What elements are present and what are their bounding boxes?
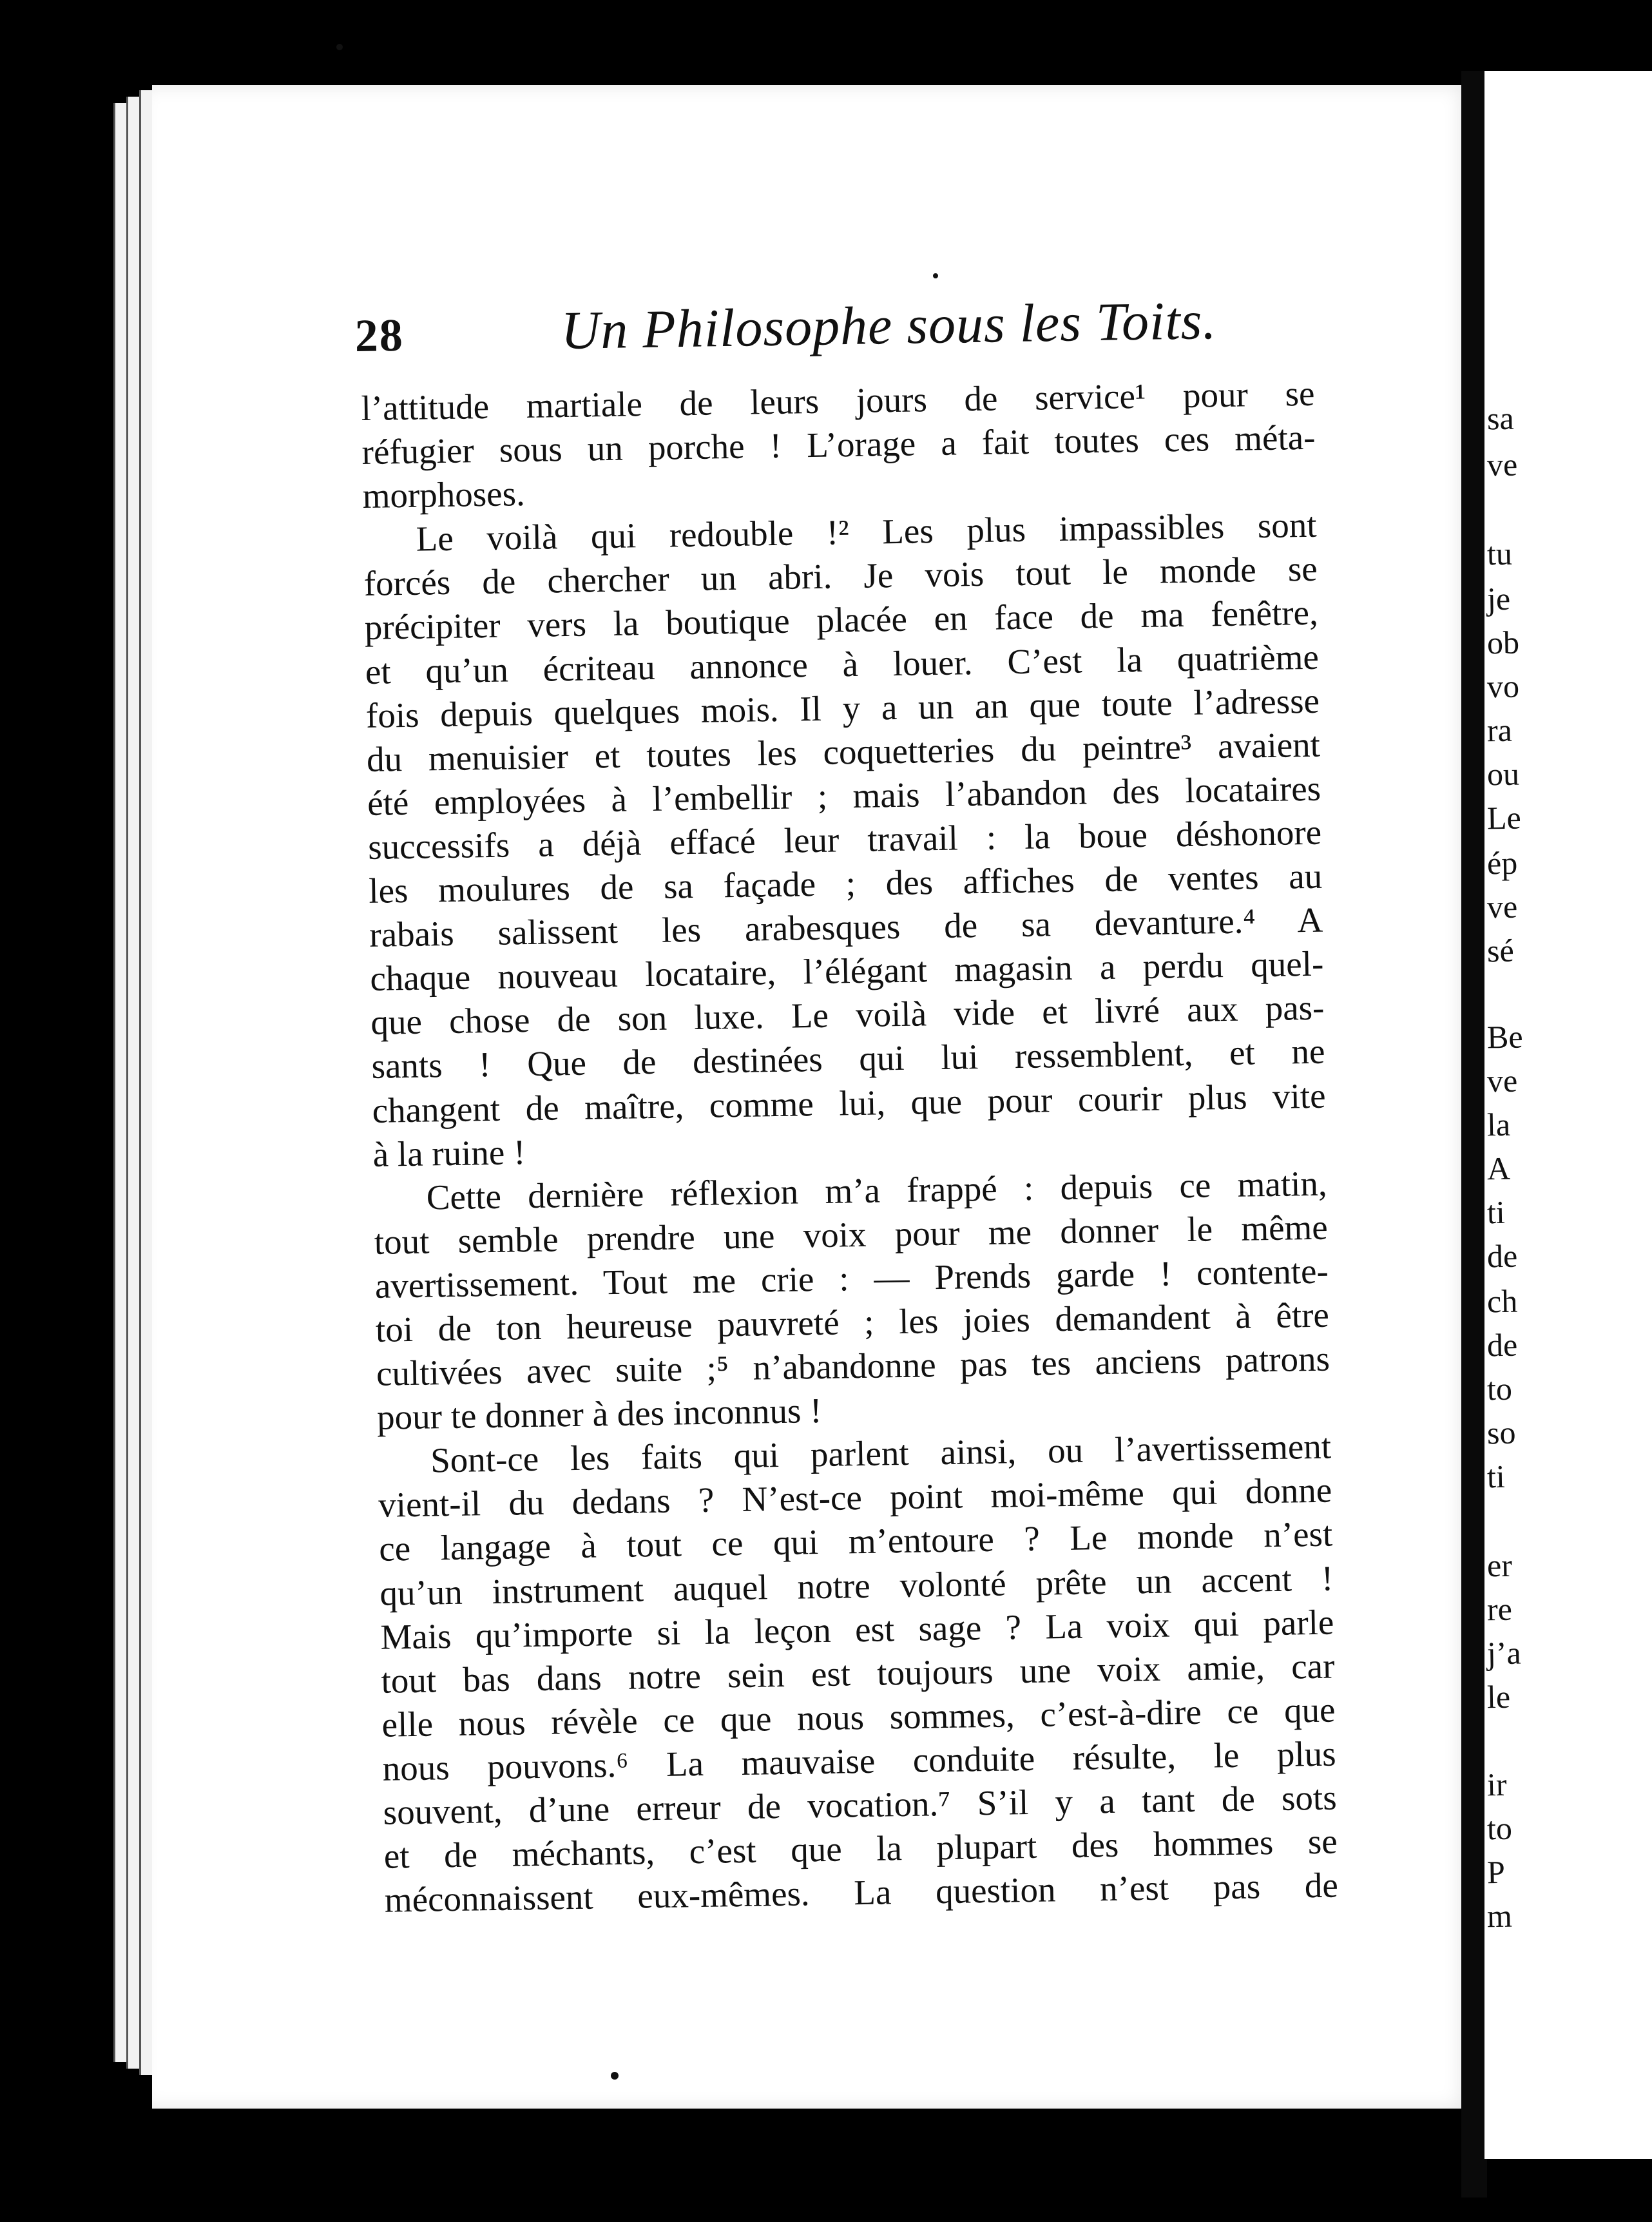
text-line: que chose de son luxe. Le voilà vide et livré aux pas- [370,987,1325,1043]
right-page-fragment: Be [1486,1018,1523,1056]
right-page-fragment: j’a [1486,1634,1522,1672]
ink-speck [611,2072,619,2080]
text-line: nous pouvons.⁶ La mauvaise conduite résulte, le plus [382,1734,1336,1788]
right-page-fragment: A [1486,1150,1511,1187]
text-line: changent de maître, comme lui, que pour courir plus vite [372,1076,1326,1130]
right-page-fragment: la [1486,1106,1511,1143]
text-line: cultivées avec suite ;⁵ n’abandonne pas tes anciens patrons [376,1338,1330,1393]
right-page-fragment: ve [1486,888,1518,925]
right-page-fragment: ti [1486,1458,1506,1495]
right-page-fragment: to [1486,1370,1513,1407]
right-page-fragment: le [1486,1678,1511,1715]
book-gutter [1461,71,1487,2198]
text-line: et de méchants, c’est que la plupart des hommes se [383,1821,1338,1876]
page-title: Un Philosophe sous les Toits. [560,290,1218,361]
right-page-fragment: tu [1486,535,1513,572]
right-page-fragment: ti [1486,1193,1506,1231]
text-line: Cette dernière réflexion m’a frappé : depuis ce matin, [426,1163,1328,1217]
right-page-fragment: Le [1486,799,1522,836]
right-page-fragment: ir [1486,1766,1507,1803]
text-line: tout semble prendre une voix pour me donner le même [374,1207,1329,1262]
text-line: ce langage à tout ce qui m’entoure ? Le monde n’est [378,1514,1333,1569]
right-page-fragment: er [1486,1547,1513,1584]
right-page-fragment: m [1486,1897,1513,1935]
text-line: méconnaissent eux-mêmes. La question n’est pas de [384,1865,1339,1920]
right-page-fragment: ve [1486,446,1518,483]
text-line: tout bas dans notre sein est toujours une voix amie, car [381,1646,1335,1701]
text-line: et qu’un écriteau annonce à louer. C’est la quatrième [365,637,1320,691]
text-line: été employées à l’embellir ; mais l’abandon des locataires [367,768,1321,823]
right-page-fragment: vo [1486,668,1520,705]
text-line: l’attitude martiale de leurs jours de service¹ pour se [361,373,1315,428]
right-page-fragment: ra [1486,711,1513,749]
text-line: réfugier sous un porche ! L’orage a fait toutes ces méta- [361,417,1316,472]
text-line: Sont-ce les faits qui parlent ainsi, ou l’avertissement [430,1426,1332,1480]
right-page-fragment: je [1486,580,1511,617]
running-head [354,287,1322,387]
text-line: Le voilà qui redouble !² Les plus impassibles sont [416,505,1318,559]
body-text [361,372,1338,1922]
text-line: morphoses. [362,474,526,516]
text-line: du menuisier et toutes les coquetteries du peintre³ avaient [366,724,1321,779]
text-line: vient-il du dedans ? N’est-ce point moi-même qui donne [378,1470,1332,1525]
right-page-fragment: de [1486,1237,1518,1275]
right-page-fragment: P [1486,1853,1506,1891]
right-page-fragment: ve [1486,1062,1518,1099]
text-line: chaque nouveau locataire, l’élégant magasin a perdu quel- [369,943,1324,999]
right-page-fragment: ép [1486,844,1518,882]
text-line: pour te donner à des inconnus ! [376,1391,822,1437]
right-page-fragment: re [1486,1590,1513,1628]
text-line: rabais salissent les arabesques de sa devanture.⁴ A [369,900,1323,955]
text-line: successifs a déjà effacé leur travail : la boue déshonore [367,812,1322,867]
text-line: forcés de chercher un abri. Je vois tout le monde se [363,549,1318,604]
text-line: sants ! Que de destinées qui lui ressemblent, et ne [371,1032,1325,1087]
text-line: fois depuis quelques mois. Il y a un an que toute l’adresse [365,681,1320,735]
text-line: qu’un instrument auquel notre volonté prête un accent ! [379,1558,1334,1613]
ink-speck [933,273,938,278]
right-page-fragment: de [1486,1326,1518,1364]
right-page-fragment: sé [1486,932,1515,969]
right-page-fragment: so [1486,1414,1516,1451]
right-page-fragment: ob [1486,624,1520,661]
text-line: Mais qu’importe si la leçon est sage ? La voix qui parle [379,1602,1334,1657]
right-page-fragment: ch [1486,1282,1518,1320]
text-line: les moulures de sa façade ; des affiches de ventes au [368,856,1323,911]
right-page-fragment: ou [1486,755,1520,793]
text-line: précipiter vers la boutique placée en face de ma fenêtre, [364,593,1319,648]
text-line: à la ruine ! [372,1132,526,1174]
text-line: avertissement. Tout me crie : — Prends garde ! contente- [374,1251,1329,1306]
text-line: souvent, d’une erreur de vocation.⁷ S’il y a tant de sots [383,1777,1338,1832]
page-number: 28 [354,309,405,362]
right-page-fragment: to [1486,1810,1513,1847]
text-line: elle nous révèle ce que nous sommes, c’est-à-dire ce que [381,1690,1336,1744]
text-line: toi de ton heureuse pauvreté ; les joies demandent à être [375,1295,1330,1349]
right-page-fragment: sa [1486,400,1515,437]
ink-speck [336,44,343,50]
